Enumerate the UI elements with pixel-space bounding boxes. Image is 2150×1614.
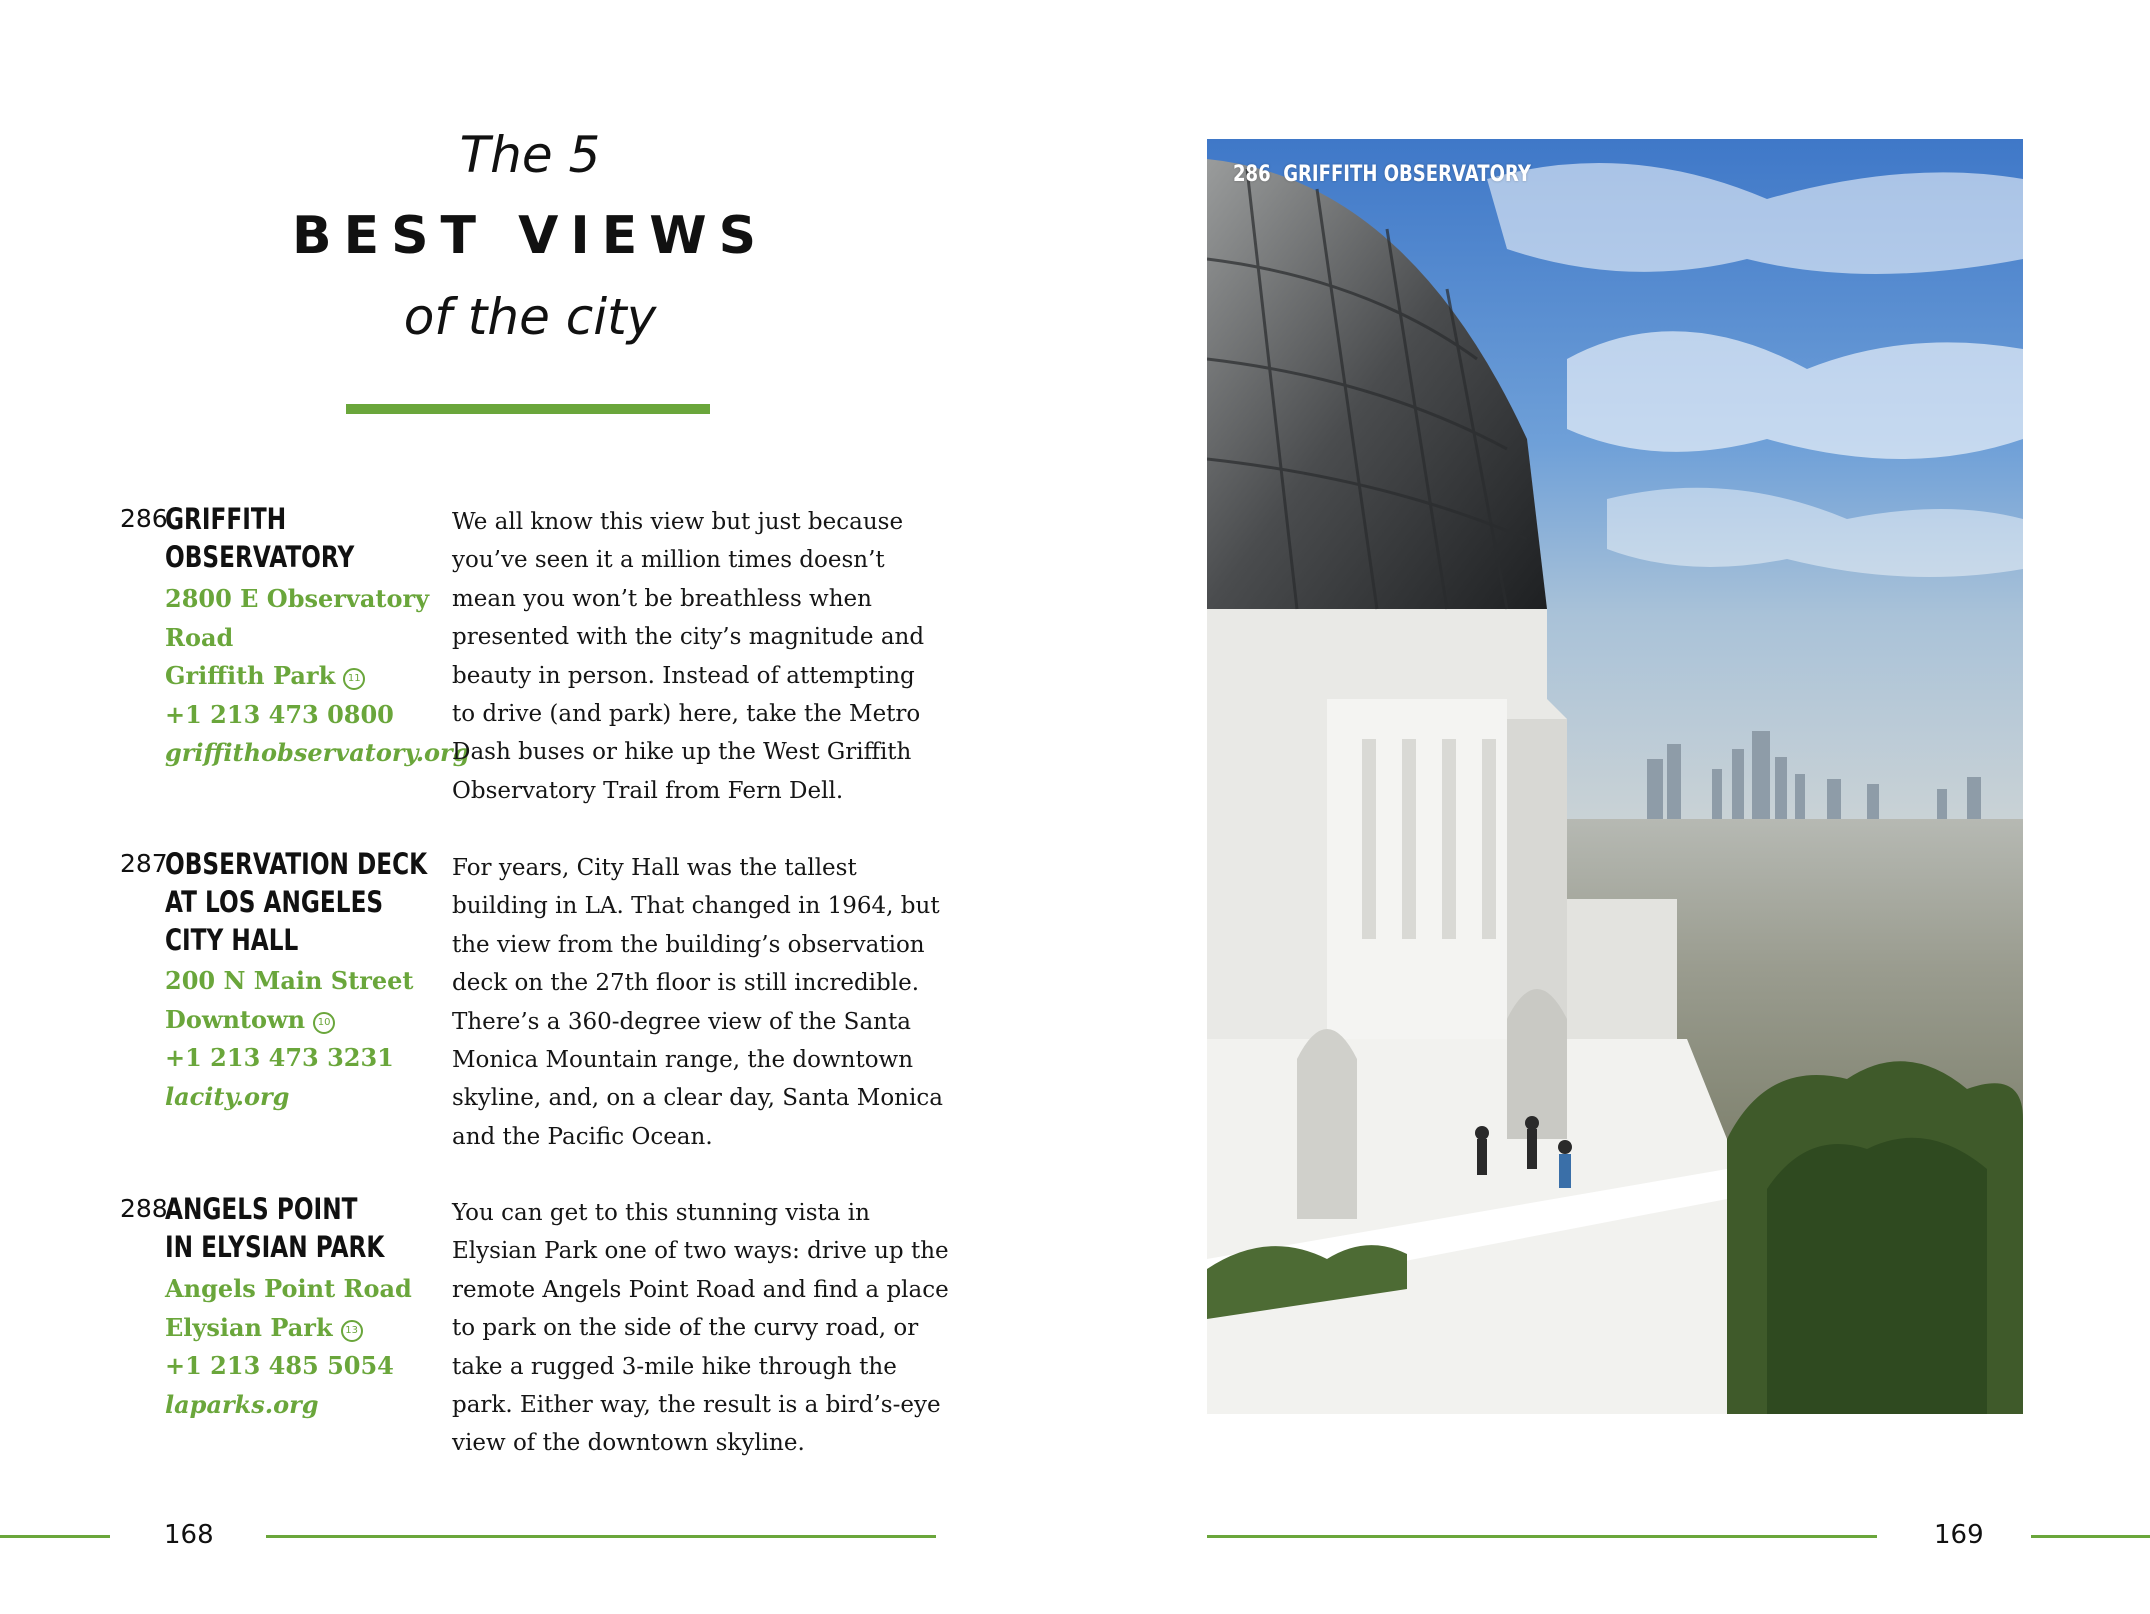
entry-name xyxy=(165,500,381,576)
description-line: We all know this view but just because xyxy=(452,509,904,535)
footer-divider xyxy=(0,1535,110,1538)
description-line: to park on the side of the curvy road, or xyxy=(452,1315,919,1342)
footer-divider xyxy=(2031,1535,2150,1538)
description-line: For years, City Hall was the tallest xyxy=(452,855,857,881)
entry-area xyxy=(165,1001,435,1040)
entry-area-label: Downtown xyxy=(165,1004,306,1034)
description-line: Monica Mountain range, the downtown xyxy=(452,1047,914,1074)
entry-name xyxy=(165,845,428,959)
entry-address: 200 N Main Street xyxy=(165,966,414,995)
entry-name-line: OBSERVATORY xyxy=(165,540,355,574)
entry-name-line: CITY HALL xyxy=(165,923,299,957)
entry-number: 286 xyxy=(120,504,168,533)
entry-number: 288 xyxy=(120,1194,168,1223)
entry-address: 2800 E Observatory xyxy=(165,584,430,613)
description-line: beauty in person. Instead of attempting xyxy=(452,662,915,689)
entry-name-line: ANGELS POINT xyxy=(165,1192,358,1226)
description-line: There’s a 360-degree view of the Santa xyxy=(452,1008,911,1035)
entry-name xyxy=(165,1190,385,1266)
entry-phone: +1 213 473 3231 xyxy=(165,1043,394,1072)
map-marker-icon: 11 xyxy=(343,668,365,690)
photo-caption-number: 286 xyxy=(1233,162,1271,187)
photo-caption xyxy=(1233,162,1531,187)
entry-name-line: OBSERVATION DECK xyxy=(165,847,428,881)
description-line: building in LA. That changed in 1964, but xyxy=(452,893,940,920)
entry-info xyxy=(165,580,470,773)
description-line: take a rugged 3-mile hike through the xyxy=(452,1353,897,1380)
page-number-right: 169 xyxy=(1934,1520,1984,1550)
entry-area xyxy=(165,657,435,696)
photo-caption-name: GRIFFITH OBSERVATORY xyxy=(1283,162,1531,187)
entry-name-line: IN ELYSIAN PARK xyxy=(165,1230,385,1264)
description-line: Observatory Trail from Fern Dell. xyxy=(452,777,844,804)
entry-info xyxy=(165,962,435,1116)
description-line: you’ve seen it a million times doesn’t xyxy=(452,547,885,574)
description-line: to drive (and park) here, take the Metro xyxy=(452,701,921,728)
entry-phone: +1 213 485 5054 xyxy=(165,1351,394,1380)
footer-divider xyxy=(266,1535,936,1538)
description-line: the view from the building’s observation xyxy=(452,931,925,958)
page-number-left: 168 xyxy=(164,1520,214,1550)
entry-address: Road xyxy=(165,622,234,652)
entry-description xyxy=(452,1194,952,1463)
entry-area xyxy=(165,1309,435,1348)
description-line: park. Either way, the result is a bird’s-eye xyxy=(452,1392,941,1419)
entry-info xyxy=(165,1270,435,1424)
description-line: Elysian Park one of two ways: drive up the xyxy=(452,1238,949,1265)
map-marker-icon: 13 xyxy=(341,1320,363,1342)
title-main: BEST VIEWS xyxy=(291,206,769,266)
entry-phone: +1 213 473 0800 xyxy=(165,699,394,729)
entry-website[interactable]: griffithobservatory.org xyxy=(165,738,470,767)
description-line: remote Angels Point Road and find a place xyxy=(452,1276,949,1303)
description-line: mean you won’t be breathless when xyxy=(452,585,872,612)
observatory-photo xyxy=(1207,139,2023,1414)
entry-area-label: Griffith Park xyxy=(165,661,336,690)
title-divider xyxy=(346,404,710,414)
entry-address: Angels Point Road xyxy=(165,1274,412,1303)
footer-divider xyxy=(1207,1535,1877,1538)
description-line: You can get to this stunning vista in xyxy=(452,1200,870,1226)
entry-area-label: Elysian Park xyxy=(165,1312,333,1342)
title-suffix: of the city xyxy=(403,288,657,346)
entry-description xyxy=(452,503,952,810)
entry-website[interactable]: lacity.org xyxy=(165,1081,290,1111)
title-prefix: The 5 xyxy=(459,126,601,184)
entry-description xyxy=(452,849,952,1156)
entry-name-line: AT LOS ANGELES xyxy=(165,885,384,919)
description-line: and the Pacific Ocean. xyxy=(452,1123,713,1150)
description-line: presented with the city’s magnitude and xyxy=(452,624,925,651)
entry-number: 287 xyxy=(120,849,168,878)
description-line: skyline, and, on a clear day, Santa Monica xyxy=(452,1085,943,1112)
entry-name-line: GRIFFITH xyxy=(165,502,287,536)
entry-website[interactable]: laparks.org xyxy=(165,1389,319,1419)
map-marker-icon: 10 xyxy=(313,1012,335,1034)
description-line: view of the downtown skyline. xyxy=(452,1430,805,1457)
description-line: Dash buses or hike up the West Griffith xyxy=(452,739,912,766)
description-line: deck on the 27th floor is still incredible. xyxy=(452,970,920,997)
